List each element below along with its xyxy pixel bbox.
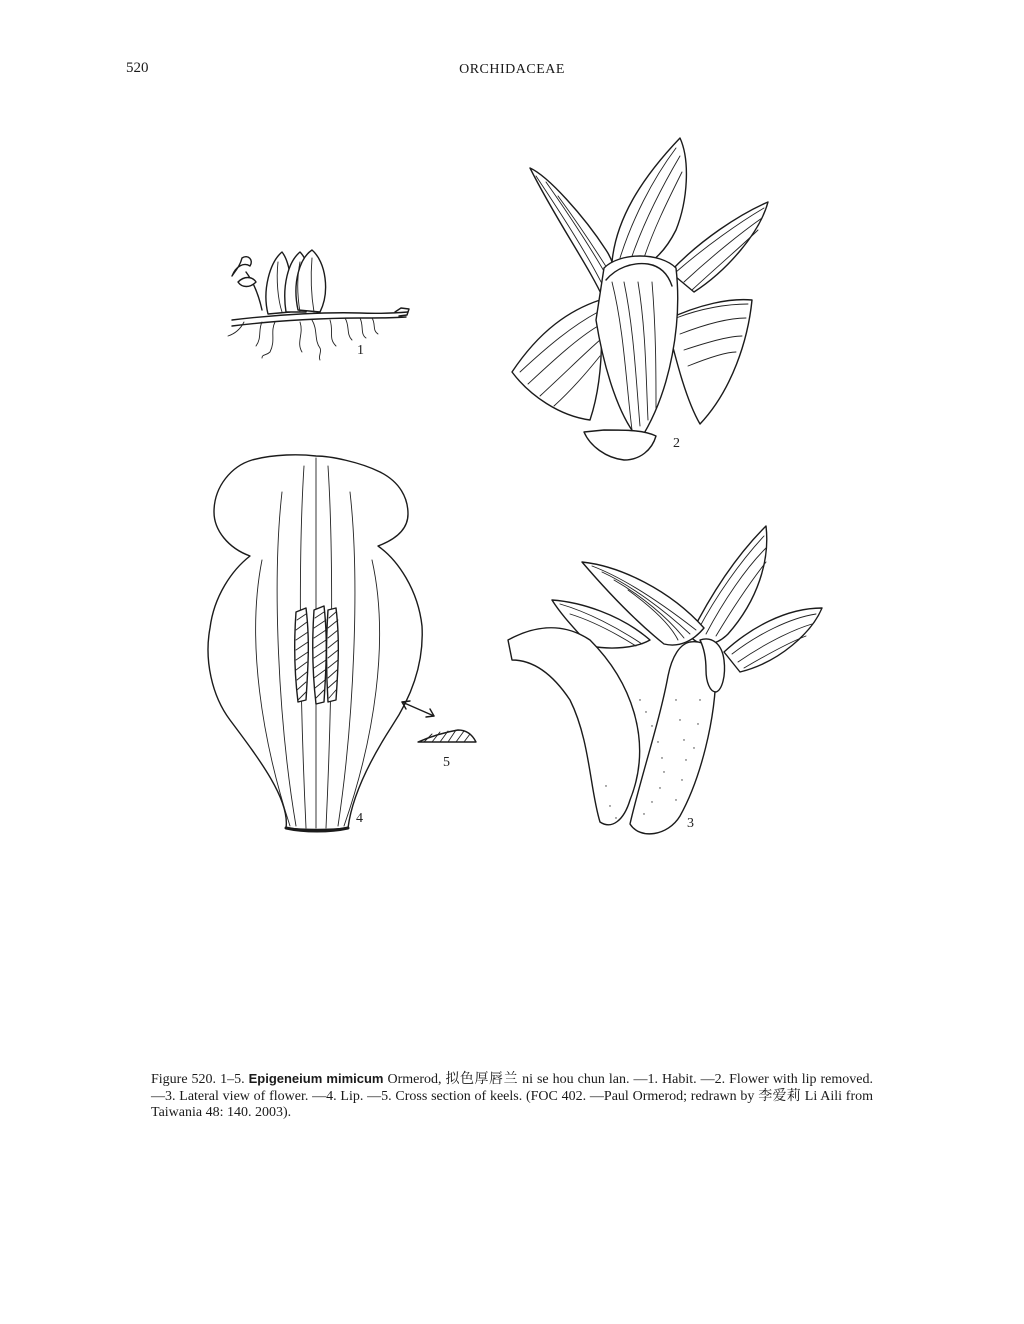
page-number: 520 xyxy=(126,60,149,76)
caption-species-name: Epigeneium mimicum xyxy=(248,1071,384,1086)
lip-drawing xyxy=(208,455,422,831)
habit-drawing xyxy=(228,250,409,360)
figure-label-3: 3 xyxy=(687,816,694,831)
cross-section-drawing xyxy=(418,730,476,742)
keels-hatched xyxy=(295,606,339,704)
flower-lip-removed-drawing xyxy=(512,138,768,460)
figure-label-2: 2 xyxy=(673,436,680,451)
running-head: ORCHIDACEAE xyxy=(459,62,565,77)
figure-label-1: 1 xyxy=(357,343,364,358)
figure-label-4: 4 xyxy=(356,811,363,826)
caption-text: Ormerod, 拟色厚唇兰 ni se hou chun lan. —1. Habit. —2. Flower with lip removed. —3. Lateral view of flower. —4. Lip. —5. Cross section of keels. (FOC 402. —Paul Ormerod; redrawn by 李爱莉 Li Aili from Taiwania 48: 140. 2003). xyxy=(151,1072,873,1120)
figure-caption xyxy=(151,1071,873,1122)
double-arrow xyxy=(402,701,434,717)
caption-figure-ref: Figure 520. 1–5. xyxy=(151,1072,245,1087)
lateral-view-drawing xyxy=(508,526,822,834)
figure-label-5: 5 xyxy=(443,755,450,770)
